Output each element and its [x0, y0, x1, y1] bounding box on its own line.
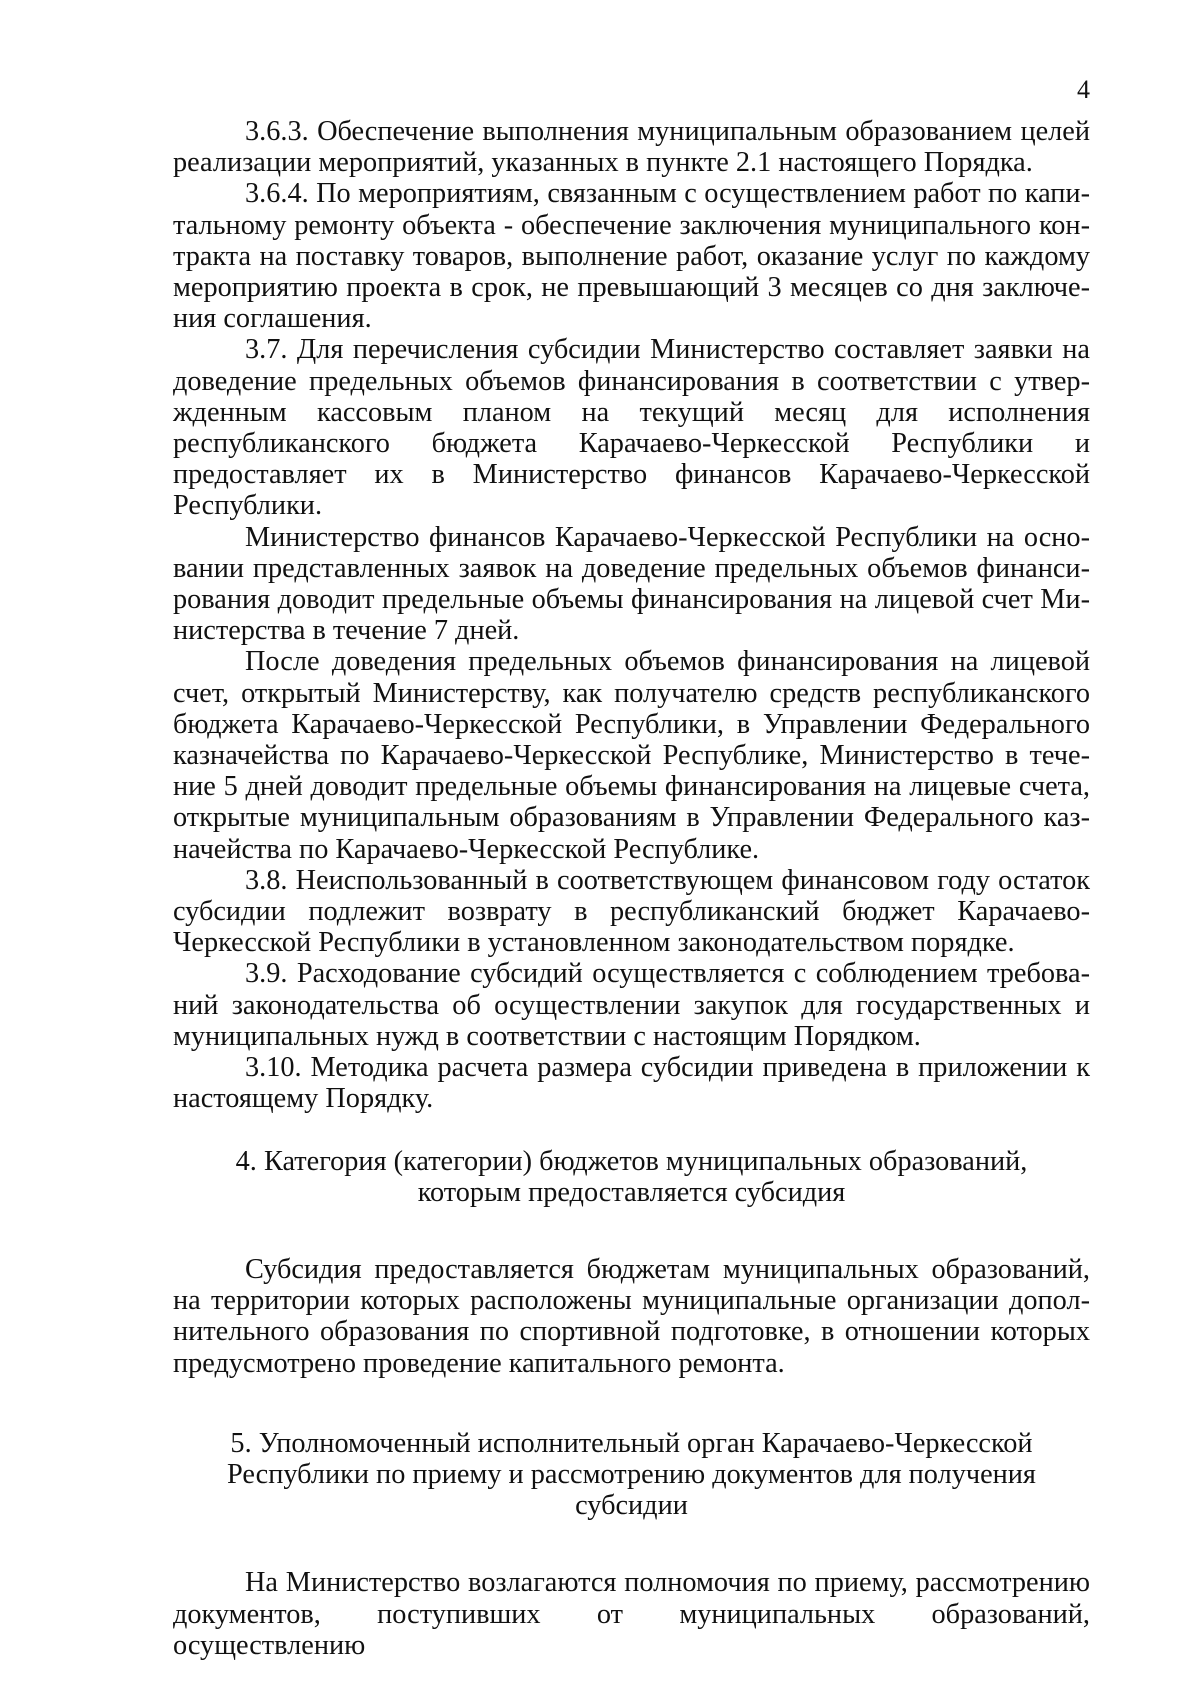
section-5-heading-line-1: 5. Уполномоченный исполнительный орган Карачаево-Черкесской: [230, 1427, 1033, 1459]
section-5-paragraph: На Министерство возлагаются полномочия по приему, рассмотрению документов, поступивших от муниципальных образований, осуществлению: [173, 1567, 1090, 1661]
document-body: [173, 116, 1090, 1661]
section-4-heading-line-1: 4. Категория (категории) бюджетов муниципальных образований,: [235, 1145, 1028, 1177]
section-5-heading-line-2: Республики по приему и рассмотрению документов для получения: [227, 1458, 1036, 1490]
paragraph-3-7: 3.7. Для перечисления субсидии Министерство составляет заявки на доведение предельных объемов финансирования в соответствии с утвержденным кассовым планом на текущий месяц для исполнения республиканского бюджета Карачаево-Черкесской Республики и предоставляет их в Министерство финансов Карачаево-Черкесской Республики.: [173, 334, 1090, 522]
paragraph-ministry-finance: Министерство финансов Карачаево-Черкесской Республики на основании представленных заявок на доведение предельных объемов финансирования доводит предельные объемы финансирования на лицевой счет Министерства в течение 7 дней.: [173, 521, 1090, 647]
paragraph-after-limits: После доведения предельных объемов финансирования на лицевой счет, открытый Министерству, как получателю средств республиканского бюджета Карачаево-Черкесской Республики, в Управлении Федерального казначейства по Карачаево-Черкесской Республике, Министерство в течение 5 дней доводит предельные объемы финансирования на лицевые счета, открытые муниципальным образованиям в Управлении Федерального казначейства по Карачаево-Черкесской Республике.: [173, 646, 1090, 865]
paragraph-3-6-3: 3.6.3. Обеспечение выполнения муниципальным образованием целей реализации мероприятий, указанных в пункте 2.1 настоящего Порядка.: [173, 116, 1090, 179]
section-5-heading-line-3: субсидии: [575, 1490, 688, 1522]
paragraph-3-10: 3.10. Методика расчета размера субсидии приведена в приложении к настоящему Порядку.: [173, 1052, 1090, 1115]
page-number: 4: [1077, 75, 1090, 104]
section-4-heading-line-2: которым предоставляется субсидия: [417, 1176, 846, 1208]
paragraph-3-8: 3.8. Неиспользованный в соответствующем финансовом году остаток субсидии подлежит возврату в республиканский бюджет Карачаево-Черкесской Республики в установленном законодательством порядке.: [173, 864, 1090, 959]
section-4-heading: [173, 1146, 1090, 1208]
section-4-paragraph: Субсидия предоставляется бюджетам муниципальных образований, на территории которых расположены муниципальные организации дополнительного образования по спортивной подготовке, в отношении которых предусмотрено проведение капитального ремонта.: [173, 1253, 1090, 1379]
section-5-heading: [173, 1428, 1090, 1522]
paragraph-3-6-4: 3.6.4. По мероприятиям, связанным с осуществлением работ по капитальному ремонту объекта - обеспечение заключения муниципального контракта на поставку товаров, выполнение работ, оказание услуг по каждому мероприятию проекта в срок, не превышающий 3 месяцев со дня заключения соглашения.: [173, 178, 1090, 335]
paragraph-3-9: 3.9. Расходование субсидий осуществляется с соблюдением требований законодательства об осуществлении закупок для государственных и муниципальных нужд в соответствии с настоящим Порядком.: [173, 958, 1090, 1052]
